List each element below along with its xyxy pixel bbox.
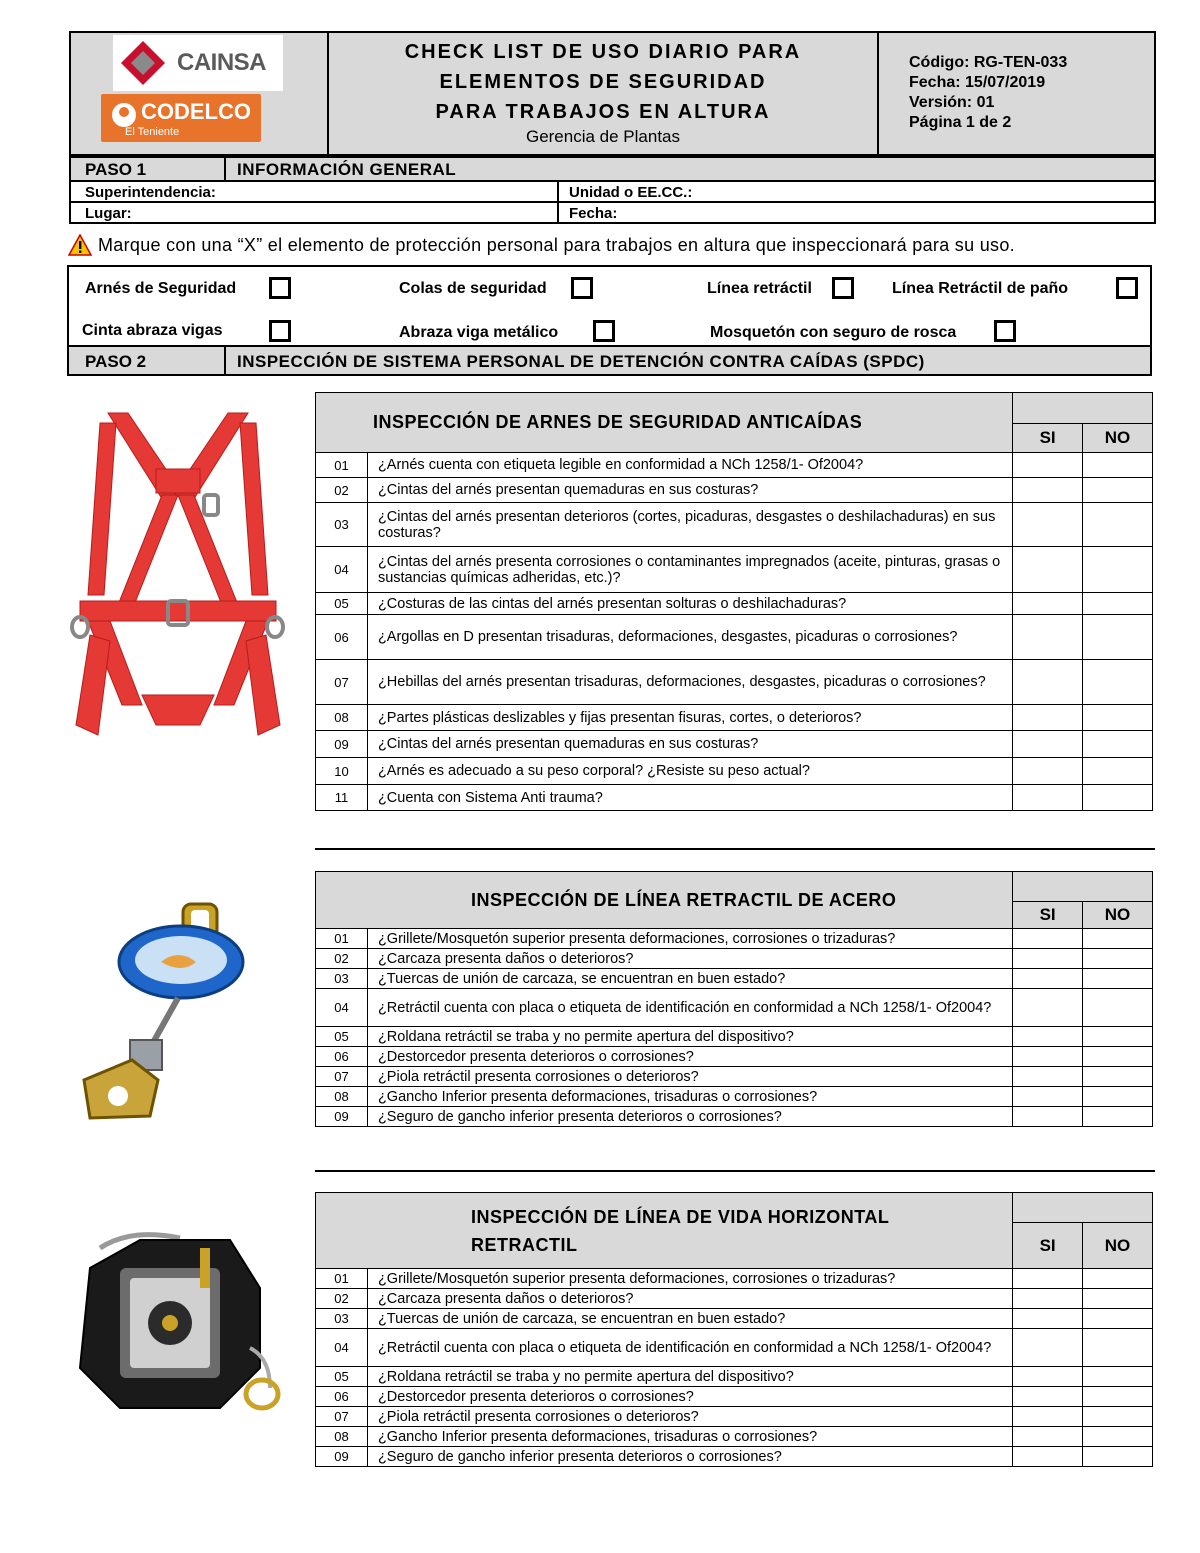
table-row [316,731,1153,758]
option-colas-label: Colas de seguridad [399,280,547,297]
table-row [316,593,1153,615]
row-question: ¿Destorcedor presenta deterioros o corrosiones? [367,1387,1012,1407]
no-cell[interactable] [1083,989,1153,1027]
si-cell[interactable] [1013,503,1083,547]
no-cell[interactable] [1083,1329,1153,1367]
row-number: 02 [316,949,368,969]
option-arnes-checkbox[interactable] [269,277,291,299]
table-row [316,547,1153,593]
no-cell[interactable] [1083,1367,1153,1387]
no-cell[interactable] [1083,929,1153,949]
table-row [316,503,1153,547]
table1-title: INSPECCIÓN DE ARNES DE SEGURIDAD ANTICAÍDAS [316,393,1013,453]
si-cell[interactable] [1013,1309,1083,1329]
row-number: 07 [316,1067,368,1087]
table-row [316,1447,1153,1467]
row-number: 06 [316,1047,368,1067]
lugar-label: Lugar: [85,205,132,222]
row-number: 08 [316,1087,368,1107]
section-divider [315,1170,1155,1172]
no-cell[interactable] [1083,453,1153,478]
codelco-logo-text: CODELCO [141,99,251,124]
harness-inspection-table [315,392,1153,811]
no-cell[interactable] [1083,615,1153,660]
si-cell[interactable] [1013,1407,1083,1427]
option-linea-retractil-label: Línea retráctil [707,280,812,297]
unidad-label: Unidad o EE.CC.: [569,184,693,201]
title-line-2: ELEMENTOS DE SEGURIDAD [439,71,767,93]
instruction-text: Marque con una “X” el elemento de protección personal para trabajos en altura que inspeccionará para su uso. [98,235,1015,255]
row-number: 06 [316,615,368,660]
si-cell[interactable] [1013,593,1083,615]
no-cell[interactable] [1083,731,1153,758]
row-question: ¿Roldana retráctil se traba y no permite apertura del dispositivo? [367,1027,1012,1047]
row-number: 02 [316,478,368,503]
si-cell[interactable] [1013,949,1083,969]
table-row [316,785,1153,811]
table-row [316,1427,1153,1447]
table-row [316,1289,1153,1309]
table-row [316,1329,1153,1367]
no-cell[interactable] [1083,1427,1153,1447]
row-number: 04 [316,1329,368,1367]
si-cell[interactable] [1013,1027,1083,1047]
option-linea-pano-label: Línea Retráctil de paño [892,280,1069,297]
table-row [316,1027,1153,1047]
row-question: ¿Argollas en D presentan trisaduras, deformaciones, desgastes, picaduras o corrosiones? [367,615,1012,660]
no-cell[interactable] [1083,593,1153,615]
row-number: 06 [316,1387,368,1407]
section-divider [315,848,1155,850]
table2-si-header: SI [1013,902,1083,929]
no-cell[interactable] [1083,503,1153,547]
no-cell[interactable] [1083,705,1153,731]
row-question: ¿Arnés cuenta con etiqueta legible en conformidad a NCh 1258/1- Of2004? [367,453,1012,478]
row-number: 07 [316,1407,368,1427]
si-cell[interactable] [1013,615,1083,660]
option-colas-checkbox[interactable] [571,277,593,299]
row-question: ¿Grillete/Mosquetón superior presenta deformaciones, corrosiones o trizaduras? [367,929,1012,949]
row-question: ¿Hebillas del arnés presentan trisaduras, deformaciones, desgastes, picaduras o corrosiones? [367,660,1012,705]
table-row [316,660,1153,705]
paso2-label: PASO 2 [85,352,147,371]
cainsa-logo-text: CAINSA [177,49,267,76]
si-cell[interactable] [1013,1367,1083,1387]
row-question: ¿Destorcedor presenta deterioros o corrosiones? [367,1047,1012,1067]
paso1-title: INFORMACIÓN GENERAL [237,160,457,179]
no-cell[interactable] [1083,1067,1153,1087]
row-question: ¿Cintas del arnés presentan quemaduras en sus costuras? [367,731,1012,758]
codelco-logo [101,94,261,142]
paso2-title: INSPECCIÓN DE SISTEMA PERSONAL DE DETENCIÓN CONTRA CAÍDAS (SPDC) [237,352,925,371]
option-linea-retractil-checkbox[interactable] [832,277,854,299]
no-cell[interactable] [1083,1047,1153,1067]
table1-no-header: NO [1083,424,1153,453]
si-cell[interactable] [1013,1427,1083,1447]
si-cell[interactable] [1013,1067,1083,1087]
no-cell[interactable] [1083,785,1153,811]
option-linea-pano-checkbox[interactable] [1116,277,1138,299]
table-row [316,969,1153,989]
table-row [316,949,1153,969]
no-cell[interactable] [1083,547,1153,593]
warning-icon [68,234,92,256]
row-number: 03 [316,503,368,547]
si-cell[interactable] [1013,758,1083,785]
si-cell[interactable] [1013,453,1083,478]
table-row [316,1309,1153,1329]
row-question: ¿Partes plásticas deslizables y fijas presentan fisuras, cortes, o deterioros? [367,705,1012,731]
option-mosqueton-label: Mosquetón con seguro de rosca [710,324,957,341]
paso1-row [69,156,1156,182]
row-number: 02 [316,1289,368,1309]
row-question: ¿Arnés es adecuado a su peso corporal? ¿Resiste su peso actual? [367,758,1012,785]
row-question: ¿Seguro de gancho inferior presenta deterioros o corrosiones? [367,1107,1012,1127]
row-number: 05 [316,1027,368,1047]
document-title [329,33,877,154]
row-number: 01 [316,929,368,949]
si-cell[interactable] [1013,989,1083,1027]
fecha-label: Fecha: [569,205,618,222]
no-cell[interactable] [1083,1387,1153,1407]
row-question: ¿Piola retráctil presenta corrosiones o deterioros? [367,1407,1012,1427]
horizontal-lifeline-inspection-table [315,1192,1153,1467]
superintendencia-label: Superintendencia: [85,184,216,201]
document-subtitle: Gerencia de Plantas [525,127,681,146]
si-cell[interactable] [1013,478,1083,503]
table-row [316,1087,1153,1107]
row-question: ¿Carcaza presenta daños o deterioros? [367,1289,1012,1309]
option-abraza-checkbox[interactable] [593,320,615,342]
row-number: 11 [316,785,368,811]
no-cell[interactable] [1083,1407,1153,1427]
row-number: 05 [316,1367,368,1387]
paso1-label: PASO 1 [85,160,147,179]
si-cell[interactable] [1013,1087,1083,1107]
logos-cell [71,33,329,154]
row-question: ¿Retráctil cuenta con placa o etiqueta de identificación en conformidad a NCh 1258/1- Of2004? [367,1329,1012,1367]
row-number: 09 [316,1107,368,1127]
row-question: ¿Costuras de las cintas del arnés presentan solturas o deshilachaduras? [367,593,1012,615]
meta-pagina: Página 1 de 2 [909,114,1012,131]
row-number: 01 [316,453,368,478]
si-cell[interactable] [1013,547,1083,593]
table-row [316,1387,1153,1407]
steel-retractable-inspection-table [315,871,1153,1127]
row-question: ¿Tuercas de unión de carcaza, se encuentran en buen estado? [367,1309,1012,1329]
row-question: ¿Cintas del arnés presenta corrosiones o contaminantes impregnados (aceite, pinturas, grasas o sustancias químicas adheridas, etc.)? [367,547,1012,593]
row-number: 04 [316,989,368,1027]
table-row [316,1407,1153,1427]
table-row [316,989,1153,1027]
title-line-3: PARA TRABAJOS EN ALTURA [435,101,771,123]
row-number: 08 [316,705,368,731]
no-cell[interactable] [1083,1027,1153,1047]
option-cinta-checkbox[interactable] [269,320,291,342]
row-number: 09 [316,1447,368,1467]
option-arnes-label: Arnés de Seguridad [85,280,237,297]
si-cell[interactable] [1013,1329,1083,1367]
table-row [316,453,1153,478]
no-cell[interactable] [1083,478,1153,503]
row-number: 03 [316,1309,368,1329]
cainsa-logo [113,35,283,91]
table-row [316,1067,1153,1087]
row-question: ¿Tuercas de unión de carcaza, se encuentran en buen estado? [367,969,1012,989]
row-question: ¿Cintas del arnés presentan deterioros (cortes, picaduras, desgastes o deshilachaduras) en sus costuras? [367,503,1012,547]
si-cell[interactable] [1013,731,1083,758]
si-cell[interactable] [1013,1047,1083,1067]
row-question: ¿Piola retráctil presenta corrosiones o deterioros? [367,1067,1012,1087]
meta-fecha: Fecha: 15/07/2019 [909,74,1046,91]
document-meta [877,33,1154,154]
option-cinta-label: Cinta abraza vigas [82,322,223,339]
title-line-1: CHECK LIST DE USO DIARIO PARA [404,41,802,63]
no-cell[interactable] [1083,1289,1153,1309]
si-cell[interactable] [1013,1387,1083,1407]
table-row [316,1047,1153,1067]
si-cell[interactable] [1013,1447,1083,1467]
horizontal-lifeline-image [70,1228,285,1418]
row-number: 05 [316,593,368,615]
table1-si-header: SI [1013,424,1083,453]
table-row [316,1269,1153,1289]
no-cell[interactable] [1083,1269,1153,1289]
no-cell[interactable] [1083,1107,1153,1127]
info-row-1 [69,180,1156,203]
table-row [316,1367,1153,1387]
no-cell[interactable] [1083,949,1153,969]
row-question: ¿Cintas del arnés presentan quemaduras en sus costuras? [367,478,1012,503]
no-cell[interactable] [1083,660,1153,705]
row-question: ¿Seguro de gancho inferior presenta deterioros o corrosiones? [367,1447,1012,1467]
si-cell[interactable] [1013,1107,1083,1127]
steel-retractable-image [78,900,253,1125]
row-question: ¿Retráctil cuenta con placa o etiqueta de identificación en conformidad a NCh 1258/1- Of2004? [367,989,1012,1027]
no-cell[interactable] [1083,758,1153,785]
no-cell[interactable] [1083,1087,1153,1107]
row-number: 09 [316,731,368,758]
no-cell[interactable] [1083,1447,1153,1467]
row-question: ¿Gancho Inferior presenta deformaciones, trisaduras o corrosiones? [367,1087,1012,1107]
table-row [316,615,1153,660]
no-cell[interactable] [1083,969,1153,989]
table2-title: INSPECCIÓN DE LÍNEA RETRACTIL DE ACERO [316,872,1013,929]
row-number: 07 [316,660,368,705]
row-number: 03 [316,969,368,989]
si-cell[interactable] [1013,705,1083,731]
si-cell[interactable] [1013,1269,1083,1289]
row-question: ¿Roldana retráctil se traba y no permite apertura del dispositivo? [367,1367,1012,1387]
table2-no-header: NO [1083,902,1153,929]
table-row [316,705,1153,731]
table3-si-header: SI [1013,1223,1083,1269]
row-number: 08 [316,1427,368,1447]
meta-version: Versión: 01 [909,94,995,111]
si-cell[interactable] [1013,660,1083,705]
document-header [69,31,1156,156]
table-row [316,758,1153,785]
table-row [316,1107,1153,1127]
ppe-options-box [67,265,1152,347]
si-cell[interactable] [1013,785,1083,811]
row-question: ¿Grillete/Mosquetón superior presenta deformaciones, corrosiones o trizaduras? [367,1269,1012,1289]
row-number: 10 [316,758,368,785]
harness-image [70,405,285,745]
si-cell[interactable] [1013,929,1083,949]
no-cell[interactable] [1083,1309,1153,1329]
row-question: ¿Gancho Inferior presenta deformaciones, trisaduras o corrosiones? [367,1427,1012,1447]
option-mosqueton-checkbox[interactable] [994,320,1016,342]
option-abraza-label: Abraza viga metálico [399,324,559,341]
row-number: 01 [316,1269,368,1289]
table3-title: INSPECCIÓN DE LÍNEA DE VIDA HORIZONTAL RETRACTIL [316,1193,1013,1269]
codelco-subtext: El Teniente [125,126,180,138]
si-cell[interactable] [1013,969,1083,989]
meta-codigo: Código: RG-TEN-033 [909,54,1068,71]
si-cell[interactable] [1013,1289,1083,1309]
row-question: ¿Cuenta con Sistema Anti trauma? [367,785,1012,811]
row-number: 04 [316,547,368,593]
table3-no-header: NO [1083,1223,1153,1269]
table-row [316,929,1153,949]
row-question: ¿Carcaza presenta daños o deterioros? [367,949,1012,969]
info-row-2 [69,201,1156,224]
table-row [316,478,1153,503]
paso2-row [67,345,1152,376]
